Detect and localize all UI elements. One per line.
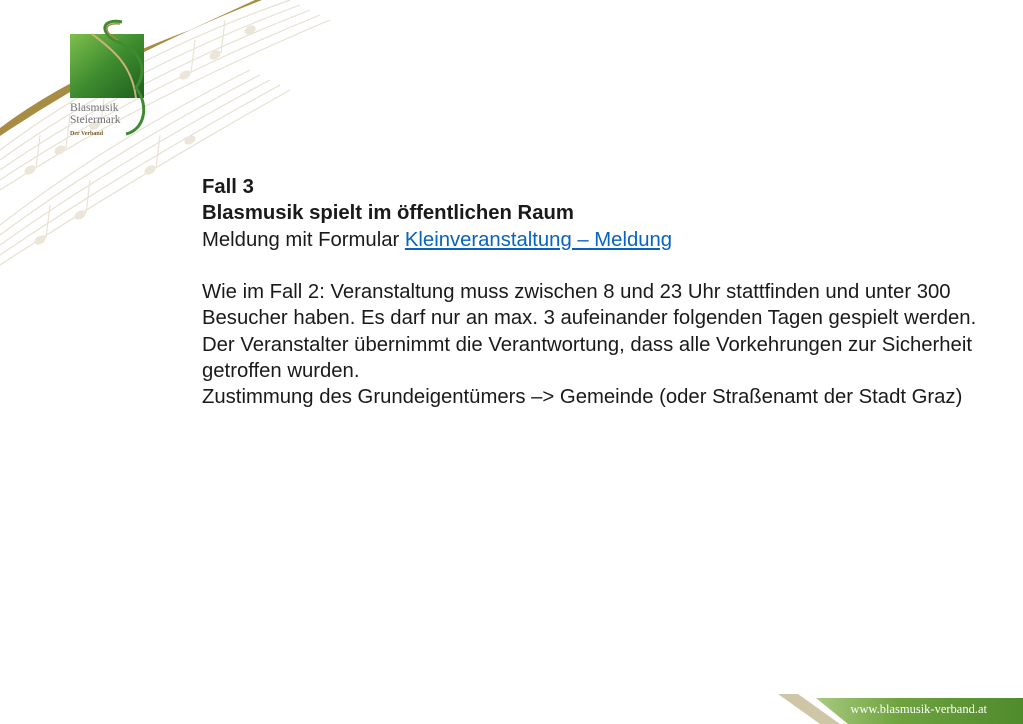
paragraph-line: Wie im Fall 2: Veranstaltung muss zwischen 8 und 23 Uhr stattfinden und unter 300 — [202, 281, 951, 304]
footer-url[interactable]: www.blasmusik-verband.at — [850, 702, 987, 716]
logo — [62, 18, 157, 143]
paragraph-line: Der Veranstalter übernimmt die Verantwortung, dass alle Vorkehrungen zur Sicherheit — [202, 333, 972, 356]
meldung-prefix: Meldung mit Formular — [202, 228, 405, 251]
paragraph-spacer — [202, 253, 1002, 279]
paragraph-line: Zustimmung des Grundeigentümers –> Gemeinde (oder Straßenamt der Stadt Graz) — [202, 386, 963, 409]
slide-heading: Fall 3 — [202, 176, 254, 198]
slide-subheading: Blasmusik spielt im öffentlichen Raum — [202, 202, 574, 225]
meldung-line — [202, 227, 1002, 253]
logo-name-line2: Steiermark — [70, 114, 121, 126]
form-link[interactable]: Kleinveranstaltung – Meldung — [404, 228, 673, 251]
paragraph-line: getroffen wurden. — [202, 360, 360, 383]
logo-name-line1: Blasmusik — [70, 102, 119, 114]
slide-content — [202, 174, 1002, 411]
logo-subtitle: Der Verband — [70, 131, 104, 137]
paragraph-line: Besucher haben. Es darf nur an max. 3 aufeinander folgenden Tagen gespielt werden. — [202, 307, 977, 330]
